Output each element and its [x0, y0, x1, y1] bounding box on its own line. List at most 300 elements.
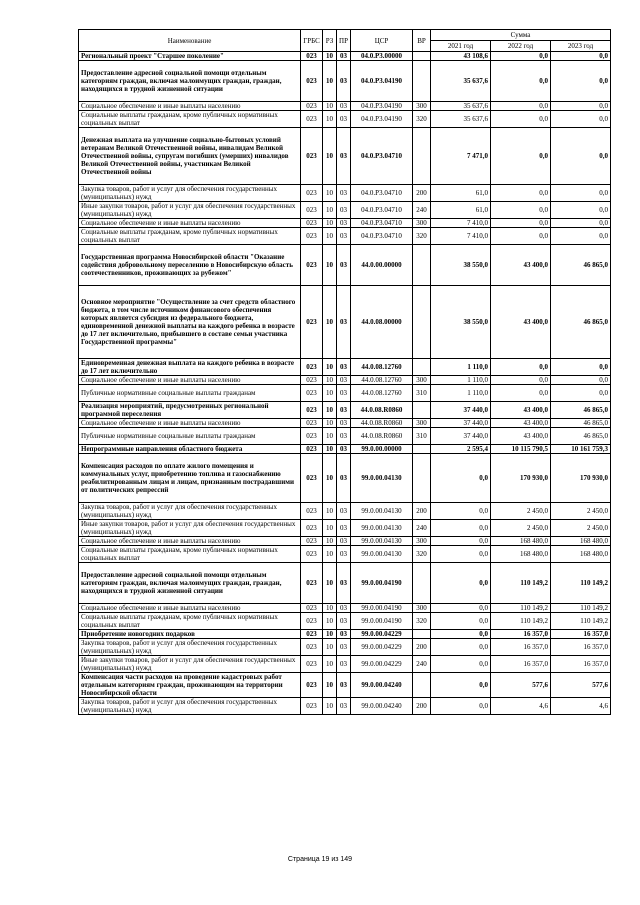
cell-pr: 03: [337, 185, 351, 202]
cell-2022: 110 149,2: [491, 604, 551, 613]
cell-2021: 0,0: [431, 639, 491, 656]
cell-grbs: 023: [301, 673, 323, 698]
cell-2021: 0,0: [431, 546, 491, 563]
cell-name: Закупка товаров, работ и услуг для обеспечения государственных (муниципальных) нужд: [79, 185, 301, 202]
cell-csr: 99.0.00.04229: [351, 639, 413, 656]
table-row: [79, 61, 611, 102]
cell-vr: [413, 454, 431, 503]
cell-rz: 10: [323, 428, 337, 445]
table-row: [79, 202, 611, 219]
cell-pr: 03: [337, 52, 351, 61]
cell-2021: 1 110,0: [431, 359, 491, 376]
cell-grbs: 023: [301, 376, 323, 385]
table-row: [79, 428, 611, 445]
cell-vr: 320: [413, 228, 431, 245]
cell-name: Государственная программа Новосибирской области "Оказание содействия добровольному переселению в Новосибирскую область соотечественников, проживающих за рубежом": [79, 245, 301, 286]
cell-csr: 04.0.P3.04710: [351, 185, 413, 202]
cell-grbs: 023: [301, 546, 323, 563]
cell-vr: 300: [413, 219, 431, 228]
cell-rz: 10: [323, 185, 337, 202]
cell-2021: 2 595,4: [431, 445, 491, 454]
cell-rz: 10: [323, 202, 337, 219]
cell-vr: [413, 402, 431, 419]
cell-rz: 10: [323, 52, 337, 61]
table-row: [79, 454, 611, 503]
table-row: [79, 520, 611, 537]
header-2023: 2023 год: [551, 41, 611, 52]
header-sum: Сумма: [431, 30, 611, 41]
cell-pr: 03: [337, 286, 351, 359]
cell-2021: 0,0: [431, 698, 491, 715]
cell-csr: 44.0.08.R0860: [351, 428, 413, 445]
cell-vr: [413, 286, 431, 359]
cell-grbs: 023: [301, 128, 323, 185]
cell-csr: 99.0.00.04130: [351, 537, 413, 546]
cell-2022: 4,6: [491, 698, 551, 715]
cell-pr: 03: [337, 102, 351, 111]
table-row: [79, 613, 611, 630]
cell-2021: 0,0: [431, 563, 491, 604]
cell-csr: 44.0.08.12760: [351, 385, 413, 402]
cell-2023: 110 149,2: [551, 613, 611, 630]
cell-vr: 310: [413, 385, 431, 402]
cell-name: Публичные нормативные социальные выплаты гражданам: [79, 385, 301, 402]
cell-2022: 0,0: [491, 128, 551, 185]
cell-2022: 10 115 790,5: [491, 445, 551, 454]
table-row: [79, 385, 611, 402]
cell-2021: 43 108,6: [431, 52, 491, 61]
cell-rz: 10: [323, 359, 337, 376]
cell-2023: 0,0: [551, 52, 611, 61]
cell-2022: 168 480,0: [491, 537, 551, 546]
cell-2023: 46 865,0: [551, 428, 611, 445]
cell-2023: 168 480,0: [551, 537, 611, 546]
cell-rz: 10: [323, 563, 337, 604]
table-row: [79, 128, 611, 185]
cell-grbs: 023: [301, 286, 323, 359]
cell-2023: 0,0: [551, 102, 611, 111]
cell-vr: 240: [413, 202, 431, 219]
cell-name: Региональный проект "Старшее поколение": [79, 52, 301, 61]
cell-name: Реализация мероприятий, предусмотренных региональной программой переселения: [79, 402, 301, 419]
cell-pr: 03: [337, 219, 351, 228]
cell-grbs: 023: [301, 402, 323, 419]
cell-2021: 0,0: [431, 537, 491, 546]
header-rz: РЗ: [323, 30, 337, 52]
cell-csr: 44.0.08.12760: [351, 359, 413, 376]
cell-vr: [413, 245, 431, 286]
page-footer: Страница 19 из 149: [287, 856, 353, 863]
cell-csr: 44.0.08.00000: [351, 286, 413, 359]
table-row: [79, 376, 611, 385]
cell-2022: 0,0: [491, 202, 551, 219]
cell-csr: 04.0.P3.04710: [351, 128, 413, 185]
cell-vr: 200: [413, 503, 431, 520]
cell-grbs: 023: [301, 630, 323, 639]
header-2022: 2022 год: [491, 41, 551, 52]
cell-pr: 03: [337, 630, 351, 639]
cell-2023: 0,0: [551, 128, 611, 185]
cell-csr: 99.0.00.04229: [351, 630, 413, 639]
cell-2021: 35 637,6: [431, 61, 491, 102]
table-row: [79, 639, 611, 656]
cell-grbs: 023: [301, 428, 323, 445]
table-row: [79, 673, 611, 698]
cell-pr: 03: [337, 563, 351, 604]
cell-2022: 43 400,0: [491, 428, 551, 445]
table-row: [79, 402, 611, 419]
cell-name: Закупка товаров, работ и услуг для обеспечения государственных (муниципальных) нужд: [79, 503, 301, 520]
cell-grbs: 023: [301, 698, 323, 715]
cell-2022: 0,0: [491, 228, 551, 245]
cell-2021: 0,0: [431, 604, 491, 613]
cell-grbs: 023: [301, 359, 323, 376]
cell-name: Иные закупки товаров, работ и услуг для обеспечения государственных (муниципальных) нужд: [79, 202, 301, 219]
cell-2021: 61,0: [431, 185, 491, 202]
cell-2023: 4,6: [551, 698, 611, 715]
header-pr: ПР: [337, 30, 351, 52]
cell-grbs: 023: [301, 520, 323, 537]
table-row: [79, 537, 611, 546]
cell-pr: 03: [337, 639, 351, 656]
cell-vr: 300: [413, 376, 431, 385]
cell-name: Иные закупки товаров, работ и услуг для обеспечения государственных (муниципальных) нужд: [79, 656, 301, 673]
cell-grbs: 023: [301, 52, 323, 61]
cell-csr: 44.0.08.R0860: [351, 419, 413, 428]
cell-2023: 2 450,0: [551, 503, 611, 520]
cell-name: Денежная выплата на улучшение социально-бытовых условий ветеранам Великой Отечественной войны, инвалидам Великой Отечественной войны, супругам погибших (умерших) инвалидов Великой Отечественной войны, участникам Великой Отечественной войны: [79, 128, 301, 185]
table-row: [79, 546, 611, 563]
cell-name: Социальные выплаты гражданам, кроме публичных нормативных социальных выплат: [79, 228, 301, 245]
cell-pr: 03: [337, 613, 351, 630]
cell-name: Компенсация расходов по оплате жилого помещения и коммунальных услуг, приобретению топлива и газоснабжению реабилитированным лицам и лицам, признанным пострадавшими от политических репрессий: [79, 454, 301, 503]
cell-pr: 03: [337, 656, 351, 673]
cell-vr: 200: [413, 698, 431, 715]
cell-pr: 03: [337, 428, 351, 445]
cell-2022: 0,0: [491, 385, 551, 402]
budget-sheet: [78, 29, 610, 715]
cell-pr: 03: [337, 128, 351, 185]
cell-2022: 43 400,0: [491, 245, 551, 286]
cell-pr: 03: [337, 419, 351, 428]
cell-grbs: 023: [301, 228, 323, 245]
cell-pr: 03: [337, 228, 351, 245]
cell-name: Публичные нормативные социальные выплаты гражданам: [79, 428, 301, 445]
cell-grbs: 023: [301, 102, 323, 111]
cell-pr: 03: [337, 111, 351, 128]
cell-rz: 10: [323, 111, 337, 128]
cell-pr: 03: [337, 245, 351, 286]
cell-2023: 0,0: [551, 219, 611, 228]
cell-grbs: 023: [301, 639, 323, 656]
cell-2023: 16 357,0: [551, 639, 611, 656]
cell-grbs: 023: [301, 503, 323, 520]
cell-rz: 10: [323, 419, 337, 428]
cell-vr: 240: [413, 656, 431, 673]
cell-csr: 04.0.P3.04190: [351, 102, 413, 111]
cell-pr: 03: [337, 359, 351, 376]
cell-2023: 46 865,0: [551, 245, 611, 286]
cell-rz: 10: [323, 503, 337, 520]
cell-2021: 37 440,0: [431, 419, 491, 428]
cell-rz: 10: [323, 604, 337, 613]
cell-vr: [413, 673, 431, 698]
cell-vr: 300: [413, 604, 431, 613]
cell-2023: 0,0: [551, 111, 611, 128]
table-row: [79, 698, 611, 715]
table-row: [79, 656, 611, 673]
header-grbs: ГРБС: [301, 30, 323, 52]
cell-rz: 10: [323, 537, 337, 546]
cell-vr: 200: [413, 185, 431, 202]
header-name: Наименование: [79, 30, 301, 52]
cell-2021: 7 410,0: [431, 228, 491, 245]
cell-2023: 168 480,0: [551, 546, 611, 563]
cell-2023: 10 161 759,3: [551, 445, 611, 454]
cell-2021: 35 637,6: [431, 102, 491, 111]
cell-csr: 99.0.00.04229: [351, 656, 413, 673]
table-row: [79, 359, 611, 376]
cell-vr: 300: [413, 537, 431, 546]
cell-pr: 03: [337, 61, 351, 102]
cell-pr: 03: [337, 385, 351, 402]
cell-csr: 99.0.00.00000: [351, 445, 413, 454]
cell-2021: 7 471,0: [431, 128, 491, 185]
cell-name: Социальное обеспечение и иные выплаты населению: [79, 419, 301, 428]
cell-2022: 110 149,2: [491, 613, 551, 630]
cell-2022: 16 357,0: [491, 639, 551, 656]
cell-2023: 0,0: [551, 376, 611, 385]
cell-2023: 170 930,0: [551, 454, 611, 503]
cell-rz: 10: [323, 128, 337, 185]
cell-rz: 10: [323, 245, 337, 286]
cell-2023: 577,6: [551, 673, 611, 698]
cell-2023: 46 865,0: [551, 286, 611, 359]
cell-2021: 0,0: [431, 613, 491, 630]
cell-pr: 03: [337, 202, 351, 219]
cell-pr: 03: [337, 503, 351, 520]
cell-csr: 99.0.00.04130: [351, 454, 413, 503]
cell-2021: 0,0: [431, 520, 491, 537]
cell-csr: 04.0.P3.04190: [351, 61, 413, 102]
cell-name: Социальное обеспечение и иные выплаты населению: [79, 604, 301, 613]
cell-csr: 99.0.00.04240: [351, 673, 413, 698]
cell-name: Единовременная денежная выплата на каждого ребенка в возрасте до 17 лет включительно: [79, 359, 301, 376]
cell-csr: 44.0.00.00000: [351, 245, 413, 286]
cell-2021: 35 637,6: [431, 111, 491, 128]
cell-grbs: 023: [301, 537, 323, 546]
cell-vr: [413, 52, 431, 61]
cell-grbs: 023: [301, 656, 323, 673]
table-row: [79, 102, 611, 111]
cell-2022: 0,0: [491, 52, 551, 61]
table-body: [79, 52, 611, 715]
cell-name: Основное мероприятие "Осуществление за счет средств областного бюджета, в том числе источником финансового обеспечения которых является субсидия из федерального бюджета, единовременной денежной выплаты на каждого ребенка в возрасте до 17 лет включительно, прибывшего в составе семьи участника Государственной программы": [79, 286, 301, 359]
table-row: [79, 563, 611, 604]
cell-2021: 38 550,0: [431, 245, 491, 286]
cell-pr: 03: [337, 698, 351, 715]
cell-csr: 99.0.00.04130: [351, 546, 413, 563]
header-row: [79, 30, 611, 41]
table-row: [79, 445, 611, 454]
cell-grbs: 023: [301, 245, 323, 286]
cell-vr: 300: [413, 419, 431, 428]
cell-rz: 10: [323, 219, 337, 228]
cell-2023: 16 357,0: [551, 630, 611, 639]
cell-2022: 0,0: [491, 376, 551, 385]
cell-2021: 0,0: [431, 656, 491, 673]
cell-2021: 0,0: [431, 503, 491, 520]
cell-2021: 61,0: [431, 202, 491, 219]
cell-2022: 43 400,0: [491, 419, 551, 428]
table-row: [79, 630, 611, 639]
table-row: [79, 111, 611, 128]
cell-2022: 16 357,0: [491, 656, 551, 673]
cell-csr: 04.0.P3.04710: [351, 228, 413, 245]
cell-rz: 10: [323, 656, 337, 673]
cell-csr: 44.0.08.12760: [351, 376, 413, 385]
cell-2021: 1 110,0: [431, 376, 491, 385]
cell-2021: 0,0: [431, 673, 491, 698]
cell-csr: 99.0.00.04240: [351, 698, 413, 715]
cell-2023: 0,0: [551, 202, 611, 219]
cell-2021: 37 440,0: [431, 402, 491, 419]
cell-pr: 03: [337, 673, 351, 698]
cell-rz: 10: [323, 520, 337, 537]
cell-csr: 04.0.P3.04190: [351, 111, 413, 128]
header-2021: 2021 год: [431, 41, 491, 52]
cell-rz: 10: [323, 613, 337, 630]
cell-vr: [413, 128, 431, 185]
cell-rz: 10: [323, 286, 337, 359]
cell-2022: 43 400,0: [491, 402, 551, 419]
cell-name: Закупка товаров, работ и услуг для обеспечения государственных (муниципальных) нужд: [79, 698, 301, 715]
cell-grbs: 023: [301, 613, 323, 630]
cell-pr: 03: [337, 537, 351, 546]
table-row: [79, 419, 611, 428]
cell-name: Иные закупки товаров, работ и услуг для обеспечения государственных (муниципальных) нужд: [79, 520, 301, 537]
cell-rz: 10: [323, 61, 337, 102]
cell-name: Социальное обеспечение и иные выплаты населению: [79, 102, 301, 111]
cell-csr: 99.0.00.04190: [351, 613, 413, 630]
cell-2022: 170 930,0: [491, 454, 551, 503]
cell-name: Предоставление адресной социальной помощи отдельным категориям граждан, включая малоимущих граждан, граждан, находящихся в трудной жизненной ситуации: [79, 563, 301, 604]
cell-grbs: 023: [301, 202, 323, 219]
cell-2023: 0,0: [551, 61, 611, 102]
cell-rz: 10: [323, 445, 337, 454]
cell-rz: 10: [323, 639, 337, 656]
cell-csr: 99.0.00.04190: [351, 563, 413, 604]
cell-2022: 0,0: [491, 111, 551, 128]
cell-name: Непрограммные направления областного бюджета: [79, 445, 301, 454]
cell-2022: 16 357,0: [491, 630, 551, 639]
cell-2021: 1 110,0: [431, 385, 491, 402]
cell-name: Закупка товаров, работ и услуг для обеспечения государственных (муниципальных) нужд: [79, 639, 301, 656]
budget-table: [78, 29, 611, 715]
cell-grbs: 023: [301, 385, 323, 402]
cell-2023: 16 357,0: [551, 656, 611, 673]
cell-2022: 577,6: [491, 673, 551, 698]
cell-name: Социальное обеспечение и иные выплаты населению: [79, 537, 301, 546]
cell-pr: 03: [337, 604, 351, 613]
cell-vr: 240: [413, 520, 431, 537]
cell-2023: 0,0: [551, 185, 611, 202]
cell-csr: 04.0.P3.04710: [351, 219, 413, 228]
cell-pr: 03: [337, 546, 351, 563]
cell-2021: 7 410,0: [431, 219, 491, 228]
cell-name: Предоставление адресной социальной помощи отдельным категориям граждан, включая малоимущих граждан, граждан, находящихся в трудной жизненной ситуации: [79, 61, 301, 102]
cell-rz: 10: [323, 385, 337, 402]
cell-2021: 37 440,0: [431, 428, 491, 445]
cell-rz: 10: [323, 228, 337, 245]
cell-rz: 10: [323, 102, 337, 111]
cell-name: Социальные выплаты гражданам, кроме публичных нормативных социальных выплат: [79, 613, 301, 630]
cell-2022: 43 400,0: [491, 286, 551, 359]
cell-2022: 0,0: [491, 102, 551, 111]
cell-csr: 99.0.00.04190: [351, 604, 413, 613]
table-row: [79, 604, 611, 613]
cell-rz: 10: [323, 454, 337, 503]
cell-rz: 10: [323, 698, 337, 715]
cell-2023: 46 865,0: [551, 419, 611, 428]
cell-pr: 03: [337, 376, 351, 385]
cell-vr: [413, 445, 431, 454]
cell-rz: 10: [323, 673, 337, 698]
cell-vr: 200: [413, 639, 431, 656]
cell-name: Компенсация части расходов на проведение кадастровых работ отдельным категориям граждан, проживающим на территории Новосибирской области: [79, 673, 301, 698]
cell-grbs: 023: [301, 563, 323, 604]
cell-2023: 2 450,0: [551, 520, 611, 537]
cell-2022: 2 450,0: [491, 520, 551, 537]
cell-vr: [413, 630, 431, 639]
cell-2023: 0,0: [551, 385, 611, 402]
cell-2022: 110 149,2: [491, 563, 551, 604]
cell-rz: 10: [323, 630, 337, 639]
cell-name: Социальные выплаты гражданам, кроме публичных нормативных социальных выплат: [79, 111, 301, 128]
cell-grbs: 023: [301, 61, 323, 102]
cell-csr: 04.0.P3.04710: [351, 202, 413, 219]
table-row: [79, 185, 611, 202]
cell-vr: 320: [413, 111, 431, 128]
cell-rz: 10: [323, 546, 337, 563]
cell-grbs: 023: [301, 419, 323, 428]
table-row: [79, 52, 611, 61]
cell-vr: [413, 563, 431, 604]
cell-pr: 03: [337, 520, 351, 537]
table-row: [79, 228, 611, 245]
cell-vr: 300: [413, 102, 431, 111]
cell-2022: 168 480,0: [491, 546, 551, 563]
header-csr: ЦСР: [351, 30, 413, 52]
cell-name: Социальное обеспечение и иные выплаты населению: [79, 219, 301, 228]
cell-2021: 38 550,0: [431, 286, 491, 359]
cell-name: Приобретение новогодних подарков: [79, 630, 301, 639]
cell-2023: 0,0: [551, 359, 611, 376]
cell-vr: 310: [413, 428, 431, 445]
cell-2022: 0,0: [491, 359, 551, 376]
cell-csr: 99.0.00.04130: [351, 503, 413, 520]
cell-grbs: 023: [301, 219, 323, 228]
cell-grbs: 023: [301, 604, 323, 613]
cell-grbs: 023: [301, 185, 323, 202]
cell-pr: 03: [337, 454, 351, 503]
cell-vr: 320: [413, 613, 431, 630]
table-row: [79, 503, 611, 520]
cell-name: Социальное обеспечение и иные выплаты населению: [79, 376, 301, 385]
cell-2023: 0,0: [551, 228, 611, 245]
cell-grbs: 023: [301, 111, 323, 128]
cell-vr: 320: [413, 546, 431, 563]
